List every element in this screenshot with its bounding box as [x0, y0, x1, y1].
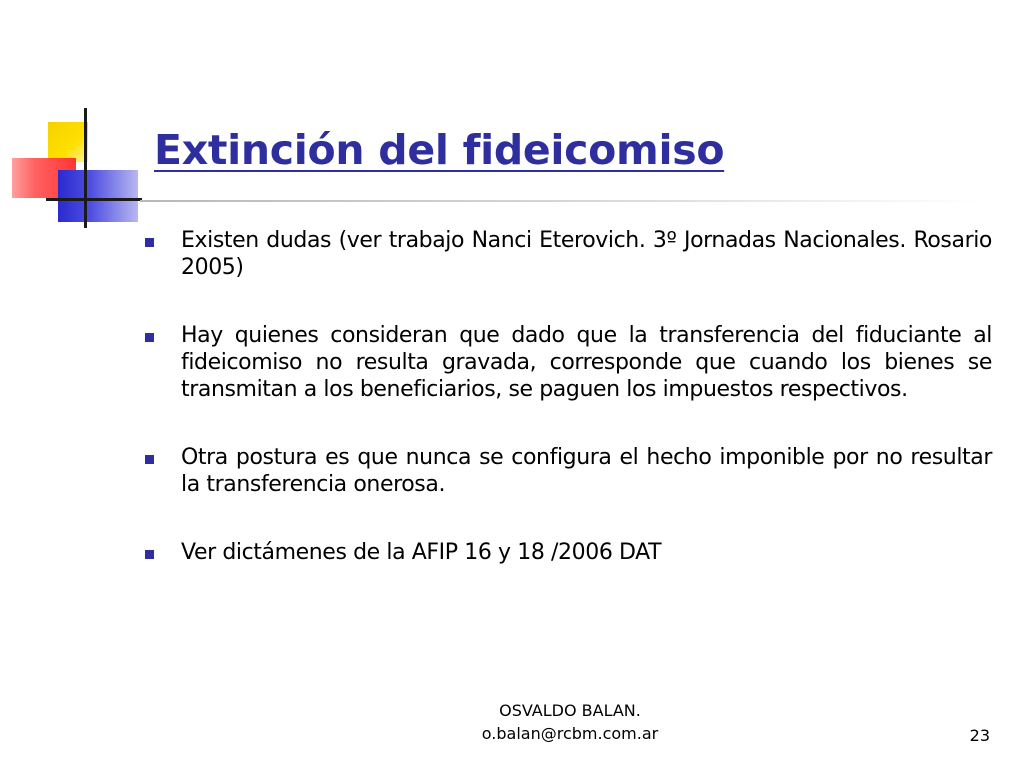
- bullet-item: [140, 322, 992, 403]
- square-bullet-icon: [145, 333, 154, 342]
- square-bullet-icon: [145, 550, 154, 559]
- footer-author-block: [440, 699, 700, 745]
- bullet-text: Ver dictámenes de la AFIP 16 y 18 /2006 DAT: [181, 540, 662, 565]
- bullet-item: [140, 227, 992, 281]
- bullet-list: [140, 227, 992, 566]
- page-number: 23: [969, 726, 990, 745]
- bullet-text: Existen dudas (ver trabajo Nanci Eterovich. 3º Jornadas Nacionales. Rosario 2005): [181, 228, 992, 280]
- bullet-text: Hay quienes consideran que dado que la transferencia del fiduciante al fideicomiso no resulta gravada, corresponde que cuando los bienes se transmitan a los beneficiarios, se paguen los impuestos respectivos.: [181, 323, 992, 402]
- yellow-block: [48, 122, 88, 162]
- bullet-item: [140, 539, 992, 566]
- blue-block: [58, 170, 138, 222]
- vertical-divider-line: [84, 108, 87, 228]
- footer-author-name: OSVALDO BALAN.: [499, 701, 641, 720]
- square-bullet-icon: [145, 238, 154, 247]
- square-bullet-icon: [145, 455, 154, 464]
- slide-title: Extinción del fideicomiso: [154, 126, 725, 174]
- title-rule: [140, 200, 980, 202]
- horizontal-divider-line: [46, 198, 142, 201]
- bullet-item: [140, 444, 992, 498]
- footer-email: o.balan@rcbm.com.ar: [481, 724, 659, 743]
- bullet-text: Otra postura es que nunca se configura el hecho imponible por no resultar la transferencia onerosa.: [181, 445, 992, 497]
